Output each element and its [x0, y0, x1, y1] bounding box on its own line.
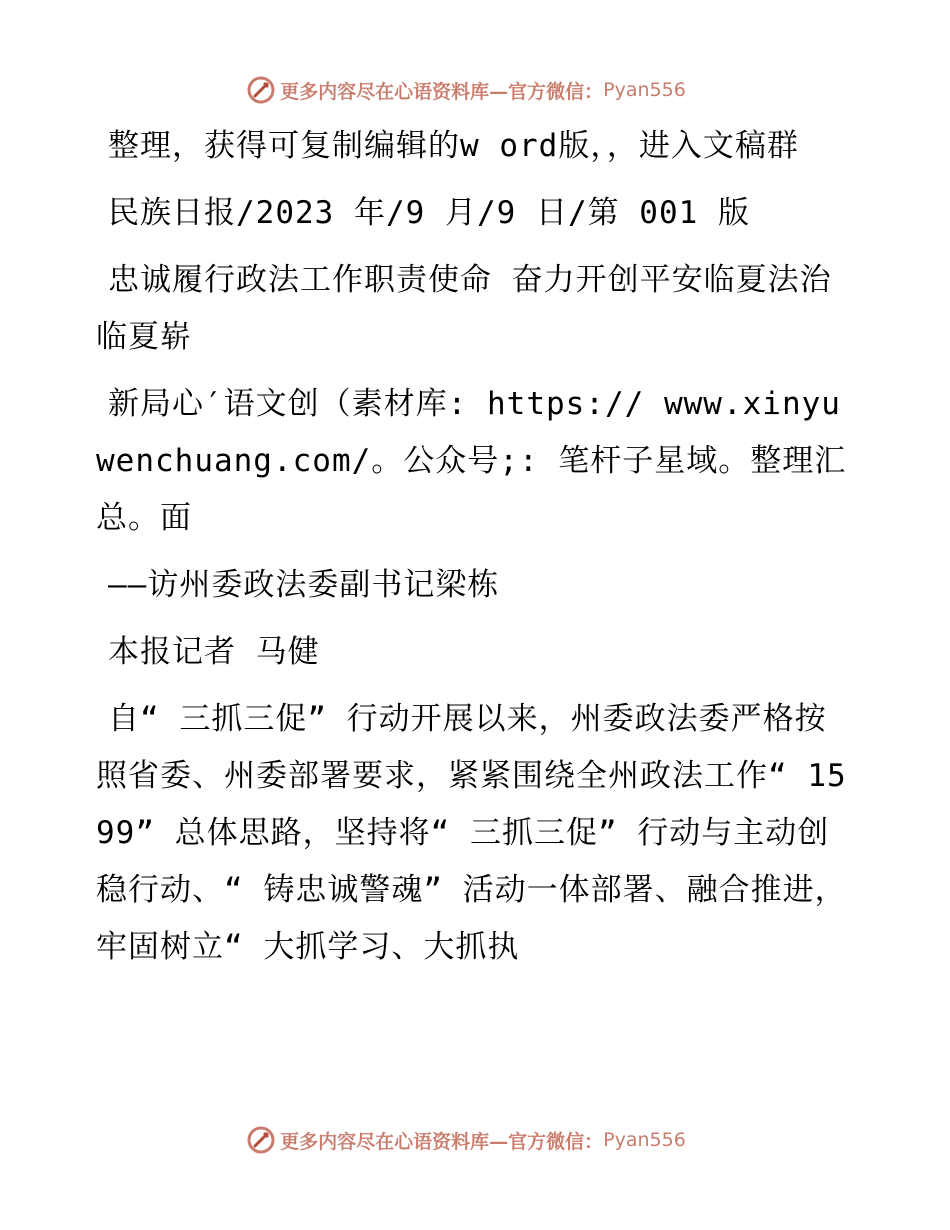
paragraph-source: 民族日报/2023 年/9 月/9 日/第 001 版	[108, 195, 750, 231]
paragraph-intro: 整理，获得可复制编辑的w ord版，，进入文稿群	[108, 128, 799, 164]
paragraph-subtitle: ——访州委政法委副书记梁栋	[108, 567, 500, 603]
header-watermark	[0, 70, 950, 110]
document-body	[96, 118, 856, 986]
watermark-wechat-id: Pyan556	[603, 1129, 686, 1151]
brush-logo-icon	[246, 75, 276, 105]
paragraph-headline-cont: 新局心′语文创（素材库: https:// www.xinyuwenchuang.com/。公众号;: 笔杆子星域。整理汇总。面	[96, 386, 847, 536]
paragraph-headline: 忠诚履行政法工作职责使命 奋力开创平安临夏法治临夏崭	[96, 262, 832, 355]
watermark-text: 更多内容尽在心语资料库—官方微信：	[280, 1130, 604, 1153]
watermark-wechat-id: Pyan556	[603, 79, 686, 101]
brush-logo-icon	[246, 1125, 276, 1155]
paragraph-byline: 本报记者 马健	[108, 634, 320, 670]
watermark-text: 更多内容尽在心语资料库—官方微信：	[280, 80, 604, 103]
footer-watermark	[0, 1120, 950, 1160]
paragraph-body: 自“ 三抓三促” 行动开展以来，州委政法委严格按照省委、州委部署要求，紧紧围绕全州政法工作“ 1599” 总体思路，坚持将“ 三抓三促” 行动与主动创稳行动、“ 铸忠诚警魂” 活动一体部署、融合推进，牢固树立“ 大抓学习、大抓执	[96, 701, 847, 965]
